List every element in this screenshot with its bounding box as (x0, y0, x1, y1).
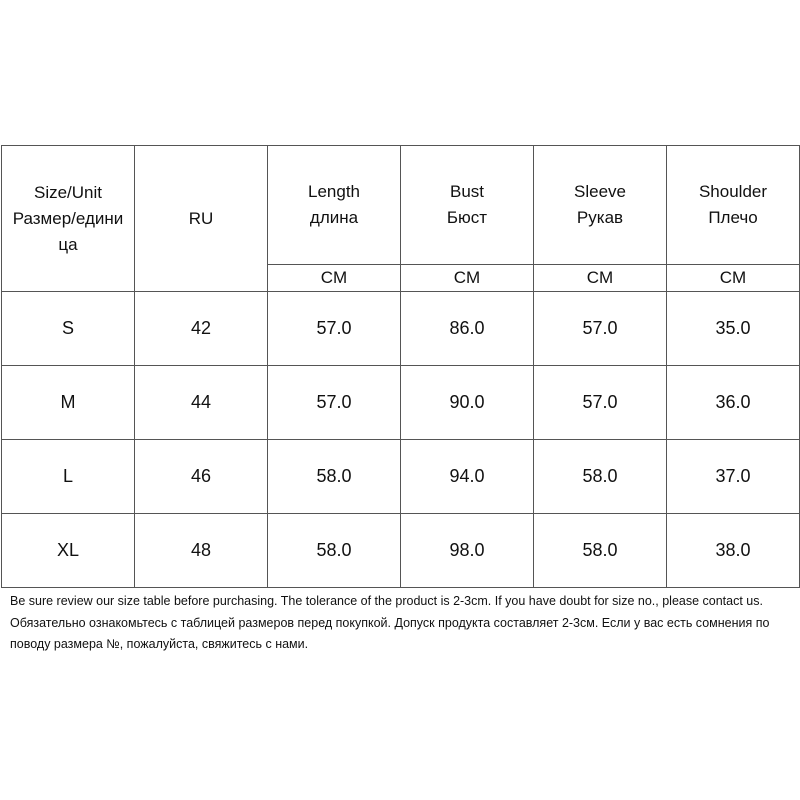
cell-bust: 86.0 (401, 292, 534, 366)
cell-ru: 44 (135, 366, 268, 440)
unit-length: CM (268, 265, 401, 292)
cell-ru: 46 (135, 440, 268, 514)
cell-bust: 98.0 (401, 514, 534, 588)
header-sleeve (534, 146, 667, 265)
header-ru: RU (135, 146, 268, 292)
header-length (268, 146, 401, 265)
header-shoulder-en: Shoulder (698, 182, 768, 201)
cell-sleeve: 57.0 (534, 292, 667, 366)
table-row (2, 440, 800, 514)
cell-shoulder: 35.0 (667, 292, 800, 366)
table-row (2, 514, 800, 588)
header-sleeve-en: Sleeve (574, 182, 626, 201)
cell-length: 57.0 (268, 366, 401, 440)
header-shoulder-ru: Плечо (708, 208, 758, 227)
size-note (10, 591, 795, 656)
unit-sleeve: CM (534, 265, 667, 292)
header-bust-en: Bust (449, 182, 485, 201)
cell-ru: 42 (135, 292, 268, 366)
cell-size: XL (2, 514, 135, 588)
cell-ru: 48 (135, 514, 268, 588)
table-row (2, 292, 800, 366)
header-size-ru: Размер/едини (12, 208, 124, 228)
cell-shoulder: 38.0 (667, 514, 800, 588)
cell-shoulder: 36.0 (667, 366, 800, 440)
header-bust-ru: Бюст (446, 208, 488, 227)
header-length-ru: длина (309, 208, 359, 227)
table-row (2, 366, 800, 440)
header-size-ru-cont: ца (58, 234, 78, 254)
cell-sleeve: 57.0 (534, 366, 667, 440)
size-table (1, 145, 800, 588)
cell-length: 58.0 (268, 514, 401, 588)
header-shoulder (667, 146, 800, 265)
cell-bust: 90.0 (401, 366, 534, 440)
note-russian: Обязательно ознакомьтесь с таблицей размеров перед покупкой. Допуск продукта составляет 2-3см. Если у вас есть сомнения по поводу размера №, пожалуйста, свяжитесь с нами. (10, 615, 770, 651)
cell-bust: 94.0 (401, 440, 534, 514)
header-size-en: Size/Unit (33, 182, 103, 202)
cell-shoulder: 37.0 (667, 440, 800, 514)
header-row (2, 146, 800, 265)
unit-shoulder: CM (667, 265, 800, 292)
header-length-en: Length (308, 182, 360, 201)
cell-length: 57.0 (268, 292, 401, 366)
unit-bust: CM (401, 265, 534, 292)
header-sleeve-ru: Рукав (576, 208, 624, 227)
cell-length: 58.0 (268, 440, 401, 514)
cell-sleeve: 58.0 (534, 440, 667, 514)
header-size-unit (2, 146, 135, 292)
note-english: Be sure review our size table before purchasing. The tolerance of the product is 2-3cm. If you have doubt for size no., please contact us. (10, 594, 763, 608)
header-bust (401, 146, 534, 265)
cell-size: M (2, 366, 135, 440)
cell-size: S (2, 292, 135, 366)
cell-size: L (2, 440, 135, 514)
cell-sleeve: 58.0 (534, 514, 667, 588)
